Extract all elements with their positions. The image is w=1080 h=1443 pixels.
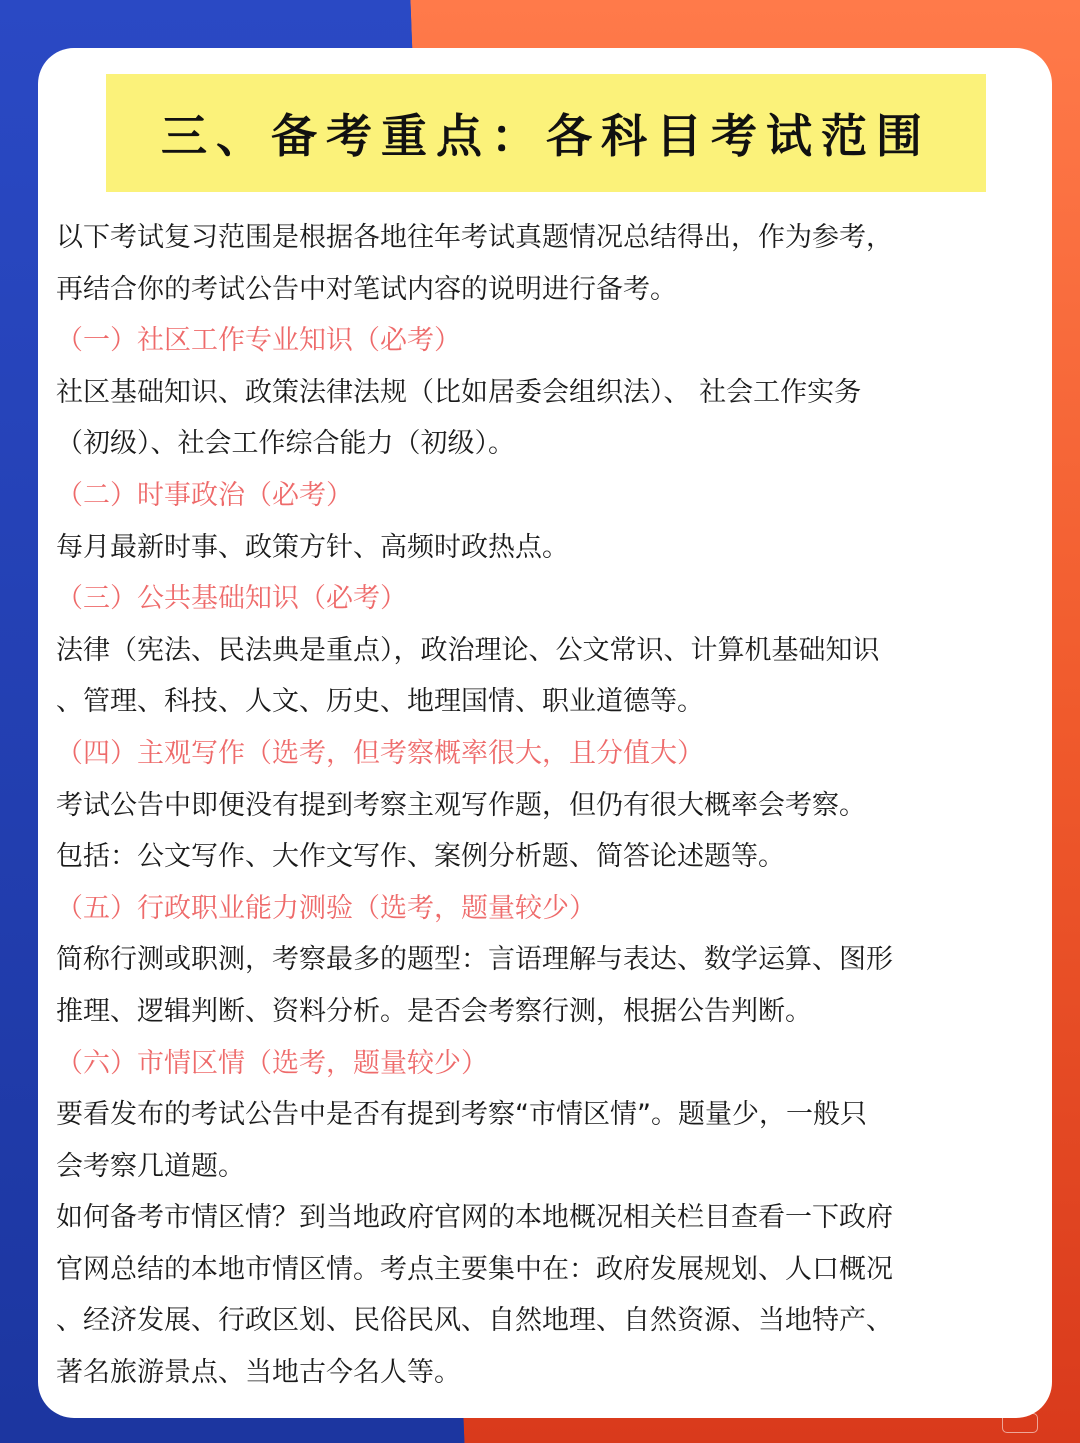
section-6-line: 、经济发展、行政区划、民俗民风、自然地理、自然资源、当地特产、 xyxy=(56,1305,893,1337)
section-heading-2: （二）时事政治（必考） xyxy=(56,479,353,511)
intro-line: 再结合你的考试公告中对笔试内容的说明进行备考。 xyxy=(56,273,677,305)
section-5-line: 推理、逻辑判断、资料分析。是否会考察行测，根据公告判断。 xyxy=(56,995,812,1027)
section-6-line: 如何备考市情区情？到当地政府官网的本地概况相关栏目查看一下政府 xyxy=(56,1202,893,1234)
content-card xyxy=(38,48,1052,1418)
section-2-line: 每月最新时事、政策方针、高频时政热点。 xyxy=(56,531,569,563)
section-3-line: 法律（宪法、民法典是重点），政治理论、公文常识、计算机基础知识 xyxy=(56,634,880,666)
section-4-line: 考试公告中即便没有提到考察主观写作题，但仍有很大概率会考察。 xyxy=(56,789,866,821)
section-1-line: （初级）、社会工作综合能力（初级）。 xyxy=(56,428,515,460)
section-heading-5: （五）行政职业能力测验（选考，题量较少） xyxy=(56,892,596,924)
section-6-line: 会考察几道题。 xyxy=(56,1150,245,1182)
section-heading-3: （三）公共基础知识（必考） xyxy=(56,583,407,615)
section-6-line: 要看发布的考试公告中是否有提到考察“市情区情”。题量少，一般只 xyxy=(56,1099,867,1131)
watermark-logo xyxy=(1002,1413,1038,1433)
section-6-line: 官网总结的本地市情区情。考点主要集中在：政府发展规划、人口概况 xyxy=(56,1253,893,1285)
section-5-line: 简称行测或职测，考察最多的题型：言语理解与表达、数学运算、图形 xyxy=(56,944,893,976)
title-banner xyxy=(106,74,986,192)
section-heading-4: （四）主观写作（选考，但考察概率很大，且分值大） xyxy=(56,737,704,769)
intro-line: 以下考试复习范围是根据各地往年考试真题情况总结得出，作为参考， xyxy=(56,222,893,253)
page-title: 三、备考重点：各科目考试范围 xyxy=(161,109,931,163)
section-heading-6: （六）市情区情（选考，题量较少） xyxy=(56,1047,488,1079)
section-1-line: 社区基础知识、政策法律法规（比如居委会组织法）、 社会工作实务 xyxy=(56,376,862,408)
content-body xyxy=(56,212,1036,1399)
section-heading-1: （一）社区工作专业知识（必考） xyxy=(56,325,461,357)
section-6-line: 著名旅游景点、当地古今名人等。 xyxy=(56,1357,461,1389)
section-4-line: 包括：公文写作、大作文写作、案例分析题、简答论述题等。 xyxy=(56,841,785,873)
section-3-line: 、管理、科技、人文、历史、地理国情、职业道德等。 xyxy=(56,686,704,718)
